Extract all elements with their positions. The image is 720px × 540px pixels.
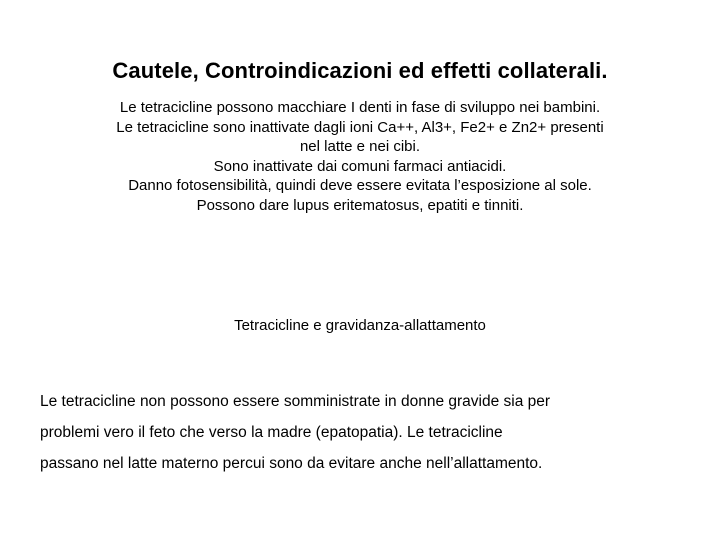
caution-line: Le tetracicline possono macchiare I denti in fase di sviluppo nei bambini. [119,99,601,116]
paragraph-line: Le tetracicline non possono essere somministrate in donne gravide sia per [40,393,551,410]
cautions-list [20,98,700,215]
caution-line: Possono dare lupus eritematosus, epatiti e tinniti. [196,196,524,214]
page-title: Cautele, Controindicazioni ed effetti collaterali. [112,58,608,83]
paragraph-line: problemi vero il feto che verso la madre (epatopatia). Le tetracicline [40,424,503,441]
caution-line: nel latte e nei cibi. [299,138,421,155]
caution-line: Sono inattivate dai comuni farmaci antiacidi. [213,157,507,175]
pregnancy-paragraph [40,386,700,479]
paragraph-line: passano nel latte materno percui sono da evitare anche nell’allattamento. [40,455,543,472]
caution-line: Le tetracicline sono inattivate dagli ioni Ca++, Al3+, Fe2+ e Zn2+ presenti [116,118,604,136]
pregnancy-heading: Tetracicline e gravidanza-allattamento [234,317,486,334]
caution-line: Danno fotosensibilità, quindi deve essere evitata l’esposizione al sole. [128,177,592,194]
